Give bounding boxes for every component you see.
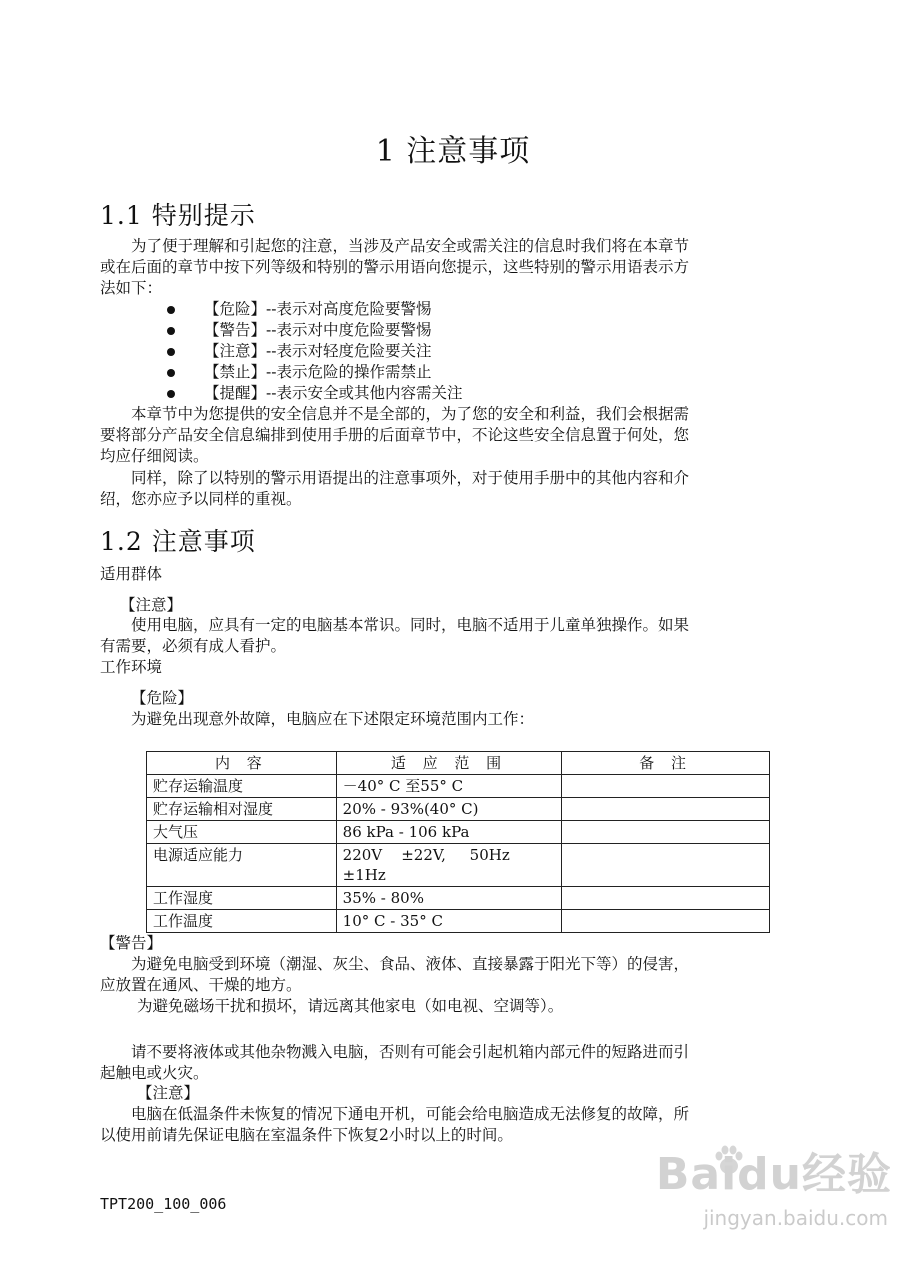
- bullet-icon: [167, 390, 175, 398]
- bullet-icon: [167, 327, 175, 335]
- caution-line-1: 电脑在低温条件未恢复的情况下通电开机，可能会给电脑造成无法修复的故障，所: [131, 1105, 690, 1123]
- table-cell: 贮存运输温度: [147, 775, 337, 798]
- table-row: [147, 798, 770, 821]
- liquid-line-2: 起触电或火灾。: [100, 1064, 209, 1082]
- baidu-watermark: [632, 1138, 892, 1268]
- watermark-url: jingyan.baidu.com: [703, 1206, 888, 1230]
- caution-line-2: 以使用前请先保证电脑在室温条件下恢复2小时以上的时间。: [100, 1126, 513, 1144]
- table-cell: 工作湿度: [147, 887, 337, 910]
- para3-line-2: 绍，您亦应予以同样的重视。: [100, 490, 302, 508]
- section-title-1-1: 1.1 特别提示: [100, 201, 256, 230]
- para2-line-1: 本章节中为您提供的安全信息并不是全部的，为了您的安全和利益，我们会根据需: [131, 405, 690, 423]
- table-cell: [562, 910, 770, 933]
- table-row: [147, 775, 770, 798]
- warning-level-list: [167, 299, 462, 404]
- table-cell: 20% - 93%(40° C): [336, 798, 562, 821]
- para2-line-3: 均应仔细阅读。: [100, 447, 209, 465]
- group-line-1: 使用电脑，应具有一定的电脑基本常识。同时，电脑不适用于儿童单独操作。如果: [131, 616, 690, 634]
- list-item: 【警告】--表示对中度危险要警惕: [167, 320, 462, 341]
- environment-table: [146, 751, 770, 933]
- table-cell: 贮存运输相对湿度: [147, 798, 337, 821]
- env-heading: 工作环境: [100, 658, 163, 676]
- warning-line-1: 为避免电脑受到环境（潮湿、灰尘、食品、液体、直接暴露于阳光下等）的侵害，: [131, 955, 690, 973]
- table-cell: 86 kPa - 106 kPa: [336, 821, 562, 844]
- table-cell: 35% - 80%: [336, 887, 562, 910]
- intro-line-3: 法如下：: [100, 279, 163, 297]
- table-cell: [562, 821, 770, 844]
- warning-line-2: 应放置在通风、干燥的地方。: [100, 976, 302, 994]
- para3-line-1: 同样，除了以特别的警示用语提出的注意事项外，对于使用手册中的其他内容和介: [131, 469, 690, 487]
- section-title-1-2: 1.2 注意事项: [100, 527, 256, 556]
- table-cell: 电源适应能力: [147, 844, 337, 887]
- document-code: TPT200_100_006: [100, 1195, 227, 1213]
- liquid-line-1: 请不要将液体或其他杂物溅入电脑，否则有可能会引起机箱内部元件的短路进而引: [131, 1043, 690, 1061]
- table-cell: 大气压: [147, 821, 337, 844]
- table-cell: [562, 844, 770, 887]
- table-row: [147, 887, 770, 910]
- bullet-icon: [167, 306, 175, 314]
- table-cell: 10° C - 35° C: [336, 910, 562, 933]
- intro-line-1: 为了便于理解和引起您的注意，当涉及产品安全或需关注的信息时我们将在本章节: [131, 237, 690, 255]
- warning-line-3: 为避免磁场干扰和损坏，请远离其他家电（如电视、空调等）。: [137, 997, 564, 1015]
- column-header: 内 容: [147, 752, 337, 775]
- group-heading: 适用群体: [100, 565, 163, 583]
- table-cell: [562, 887, 770, 910]
- list-item: 【禁止】--表示危险的操作需禁止: [167, 362, 462, 383]
- list-item: 【危险】--表示对高度危险要警惕: [167, 299, 462, 320]
- table-cell: 工作温度: [147, 910, 337, 933]
- caution-tag: 【注意】: [137, 1084, 200, 1102]
- warning-tag: 【警告】: [100, 934, 163, 952]
- bullet-icon: [167, 348, 175, 356]
- env-tag: 【危险】: [131, 689, 194, 707]
- watermark-logo: Baidu经验: [655, 1149, 892, 1200]
- list-item: 【注意】--表示对轻度危险要关注: [167, 341, 462, 362]
- table-cell: －40° C 至55° C: [336, 775, 562, 798]
- para2-line-2: 要将部分产品安全信息编排到使用手册的后面章节中，不论这些安全信息置于何处，您: [100, 426, 690, 444]
- column-header: 备 注: [562, 752, 770, 775]
- env-intro: 为避免出现意外故障，电脑应在下述限定环境范围内工作：: [131, 710, 535, 728]
- table-cell: [562, 775, 770, 798]
- column-header: 适 应 范 围: [336, 752, 562, 775]
- table-row: [147, 910, 770, 933]
- table-row: [147, 844, 770, 887]
- table-cell: 220V ±22V, 50Hz ±1Hz: [336, 844, 562, 887]
- table-row: [147, 821, 770, 844]
- list-item: 【提醒】--表示安全或其他内容需关注: [167, 383, 462, 404]
- table-header-row: [147, 752, 770, 775]
- bullet-icon: [167, 369, 175, 377]
- table-cell: [562, 798, 770, 821]
- intro-line-2: 或在后面的章节中按下列等级和特别的警示用语向您提示，这些特别的警示用语表示方: [100, 258, 690, 276]
- chapter-title: 1 注意事项: [375, 134, 531, 169]
- group-line-2: 有需要，必须有成人看护。: [100, 637, 287, 655]
- group-tag: 【注意】: [120, 596, 183, 614]
